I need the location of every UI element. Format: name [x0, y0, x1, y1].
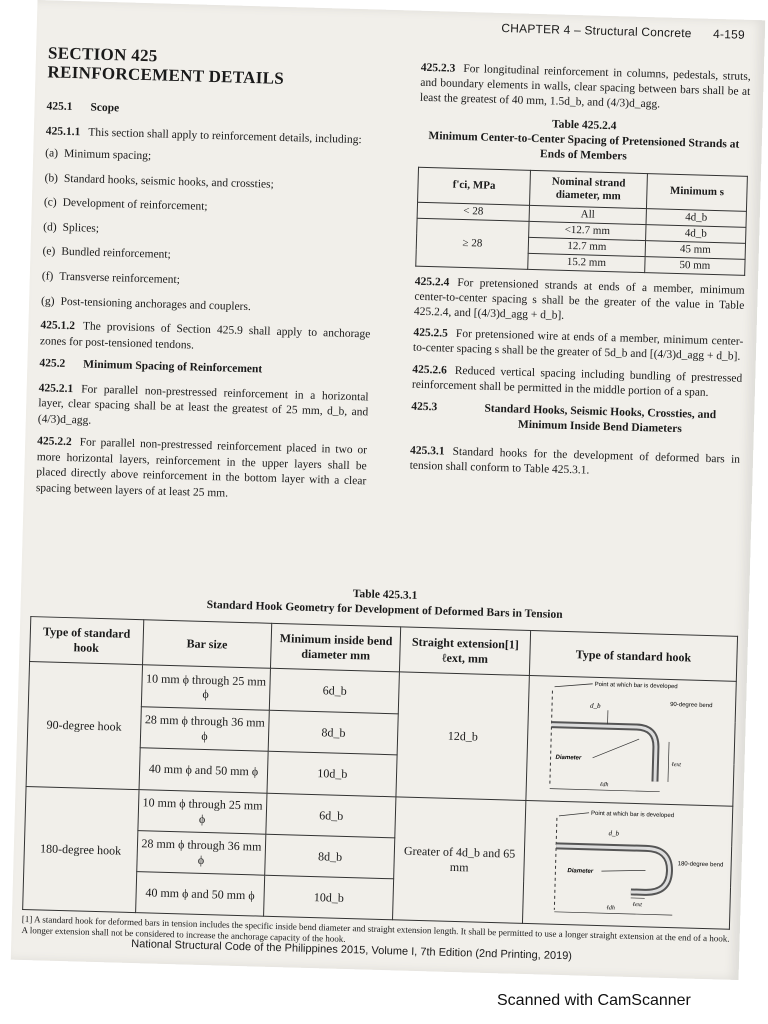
bend-label: 180-degree bend	[677, 861, 724, 869]
bend-diameter-cell: 10d_b	[264, 875, 394, 920]
heading-number: 425.3	[411, 400, 438, 414]
scanner-watermark: Scanned with CamScanner	[497, 992, 691, 1009]
point-label: Point at which bar is developed	[594, 681, 678, 691]
table-cell: 4d_b	[646, 224, 746, 243]
column-header: f'ci, MPa	[418, 167, 531, 205]
list-text: Splices;	[62, 221, 100, 235]
table-cell: < 28	[417, 202, 529, 221]
bend-diameter-cell: 8d_b	[265, 834, 395, 879]
list-text: Standard hooks, seismic hooks, and crossties;	[63, 172, 274, 191]
page-number: 4-159	[712, 26, 746, 42]
running-header	[501, 21, 745, 42]
table-cell: 50 mm	[645, 256, 745, 275]
heading-number: 425.1	[46, 100, 73, 114]
heading-scope	[46, 100, 376, 125]
paragraph-text: For pretensioned strands at ends of a member, minimum center-to-center spacing s shall be the greater of the value in Table 425.2.4, and [(4/3)d_agg + d_b].	[413, 276, 745, 322]
lext-label: ℓext	[671, 761, 682, 769]
paragraph-425-2-3	[420, 61, 751, 115]
list-item	[44, 196, 374, 221]
paragraph-number: 425.2.5	[413, 327, 449, 341]
column-header: Minimum s	[646, 173, 747, 211]
list-item	[44, 171, 374, 196]
paragraph-text: For parallel non-prestressed reinforcement in a horizontal layer, clear spacing shall be at least the greatest of 25 mm, d_b, and (4/3)d_agg.	[37, 382, 369, 427]
hook-180-diagram-cell	[522, 800, 732, 929]
hook-table-section	[21, 578, 739, 956]
right-column	[409, 61, 751, 490]
paragraph-text: For parallel non-prestressed reinforcement placed in two or more horizontal layers, reinforcement in the upper layers shall be placed directly above reinforcement in the bottom layer with a clear spacing between layers of at least 25 mm.	[35, 436, 368, 500]
list-item	[43, 220, 373, 245]
list-item	[41, 294, 371, 319]
section-name: REINFORCEMENT DETAILS	[47, 62, 285, 88]
diameter-label: Diameter	[555, 754, 582, 762]
table-425-2-4-caption	[418, 114, 749, 168]
hook-type-cell: 180-degree hook	[23, 786, 139, 912]
list-letter: (a)	[45, 147, 59, 161]
paragraph-text: Reduced vertical spacing including bundling of prestressed reinforcement shall be permitted in the middle portion of a span.	[411, 365, 743, 400]
list-letter: (f)	[41, 270, 54, 283]
list-item	[45, 147, 375, 172]
bar-size-cell: 28 mm ϕ through 36 mm ϕ	[140, 706, 270, 751]
extension-cell: 12d_b	[396, 672, 529, 801]
bend-diameter-cell: 10d_b	[267, 751, 397, 796]
paragraph-number: 425.3.1	[409, 444, 445, 458]
list-letter: (g)	[40, 294, 55, 308]
bend-diameter-cell: 6d_b	[270, 668, 400, 713]
db-label: d_b	[608, 829, 620, 838]
paragraph-number: 425.1.1	[45, 125, 81, 139]
diameter-label: Diameter	[567, 868, 594, 875]
table-cell: 4d_b	[646, 208, 746, 227]
list-letter: (b)	[44, 172, 59, 185]
heading-number: 425.2	[39, 357, 66, 370]
paragraph-text: For pretensioned wire at ends of a member, minimum center-to-center spacing s shall be the greater of 5d_b and [(4/3)d_agg + d_b].	[412, 328, 744, 364]
chapter-title: CHAPTER 4 – Structural Concrete	[501, 20, 692, 41]
list-text: Bundled reinforcement;	[61, 246, 171, 262]
paragraph-425-1-1	[46, 124, 376, 149]
bend-diameter-cell: 6d_b	[266, 793, 396, 838]
list-letter: (e)	[42, 245, 56, 259]
paragraph-425-2-6	[412, 363, 743, 402]
paragraph-number: 425.2.3	[420, 61, 456, 75]
table-title: Minimum Center-to-Center Spacing of Pretensioned Strands at Ends of Members	[428, 129, 740, 163]
heading-text: Standard Hooks, Seismic Hooks, Crossties, and Minimum Inside Bend Diameters	[484, 402, 717, 436]
paragraph-425-2-1	[38, 381, 369, 437]
paragraph-text: Standard hooks for the development of deformed bars in tension shall conform to Table 425.3.1.	[409, 445, 741, 477]
table-footnote: [1] A standard hook for deformed bars in tension includes the specific inside bend diameter and straight extension length. It shall be permitted to use a longer straight extension at the end of a hook. A longer extension shall not be considered to increase the anchorage capacity of the hook.	[21, 913, 730, 945]
heading-minimum-spacing	[39, 356, 369, 381]
bar-size-cell: 10 mm ϕ through 25 mm ϕ	[138, 790, 268, 835]
list-letter: (d)	[43, 221, 57, 234]
paragraph-number: 425.1.2	[40, 319, 76, 333]
strand-spacing-table	[415, 166, 748, 275]
list-letter: (c)	[43, 196, 57, 210]
bar-size-cell: 40 mm ϕ and 50 mm ϕ	[139, 748, 269, 793]
left-column	[35, 44, 378, 512]
page-footer: National Structural Code of the Philippines 2015, Volume I, 7th Edition (2nd Printing, 2019)	[131, 938, 573, 963]
lext-label: ℓext	[632, 901, 643, 909]
paragraph-number: 425.2.1	[38, 381, 74, 395]
table-number: Table 425.2.4	[551, 118, 617, 133]
table-cell: All	[529, 205, 646, 224]
paragraph-425-2-5	[413, 326, 744, 365]
bar-size-cell: 10 mm ϕ through 25 mm ϕ	[141, 665, 271, 710]
db-label: d_b	[589, 701, 601, 710]
list-text: Post-tensioning anchorages and couplers.	[60, 295, 252, 313]
hook-geometry-table	[22, 616, 738, 930]
table-number: Table 425.3.1	[352, 588, 418, 602]
point-label: Point at which bar is developed	[590, 810, 675, 819]
heading-standard-hooks	[411, 400, 742, 439]
paragraph-number: 425.2.2	[37, 435, 72, 449]
list-item	[42, 269, 372, 294]
ldh-label: ℓdh	[599, 781, 609, 789]
paragraph-text: For longitudinal reinforcement in columns, pedestals, struts, and boundary elements in walls, clear spacing between bars shall be at least the greatest of 40 mm, 1.5d_b, and (4/3)d_agg.	[419, 62, 751, 111]
hook-90-diagram-cell	[526, 675, 736, 806]
list-text: Transverse reinforcement;	[59, 270, 181, 287]
table-cell: <12.7 mm	[529, 221, 646, 240]
hook-type-cell: 90-degree hook	[26, 661, 142, 789]
bar-size-cell: 40 mm ϕ and 50 mm ϕ	[135, 871, 265, 916]
section-number: SECTION 425	[47, 43, 158, 66]
paragraph-425-1-2	[40, 318, 371, 358]
table-cell: 15.2 mm	[528, 253, 645, 272]
ldh-label: ℓdh	[606, 905, 615, 912]
column-header: Type of standard hook	[529, 630, 737, 681]
column-header: Bar size	[142, 620, 272, 669]
hook-90-diagram	[529, 678, 732, 804]
heading-text: Scope	[90, 101, 120, 115]
extension-cell: Greater of 4d_b and 65 mm	[393, 797, 526, 924]
document-sheet	[11, 0, 766, 980]
paragraph-425-3-1	[409, 444, 740, 483]
list-text: Development of reinforcement;	[62, 197, 208, 214]
list-text: Minimum spacing;	[63, 148, 152, 163]
table-cell: ≥ 28	[416, 218, 529, 269]
table-cell: 45 mm	[645, 240, 745, 259]
hook-180-diagram	[526, 807, 729, 923]
table-cell: 12.7 mm	[528, 237, 645, 256]
section-title	[47, 44, 378, 91]
table-title: Standard Hook Geometry for Development of Deformed Bars in Tension	[206, 598, 563, 621]
paragraph-425-2-4	[414, 274, 745, 328]
paragraph-number: 425.2.4	[414, 275, 450, 289]
paragraph-text: The provisions of Section 425.9 shall apply to anchorage zones for post-tensioned tendons.	[39, 320, 371, 352]
paragraph-text: This section shall apply to reinforcement details, including:	[88, 126, 362, 147]
list-item	[42, 245, 372, 270]
paragraph-number: 425.2.6	[412, 363, 448, 377]
column-header: Type of standard hook	[30, 616, 144, 664]
bend-diameter-cell: 8d_b	[268, 710, 398, 755]
column-header: Minimum inside bend diameter mm	[271, 623, 401, 672]
scope-list	[41, 147, 375, 319]
bar-size-cell: 28 mm ϕ through 36 mm ϕ	[136, 831, 266, 876]
bend-label: 90-degree bend	[670, 701, 713, 710]
paragraph-425-2-2	[36, 434, 368, 505]
heading-text: Minimum Spacing of Reinforcement	[83, 358, 263, 376]
column-header: Straight extension[1] ℓext, mm	[400, 627, 531, 676]
column-header: Nominal strand diameter, mm	[530, 170, 648, 208]
